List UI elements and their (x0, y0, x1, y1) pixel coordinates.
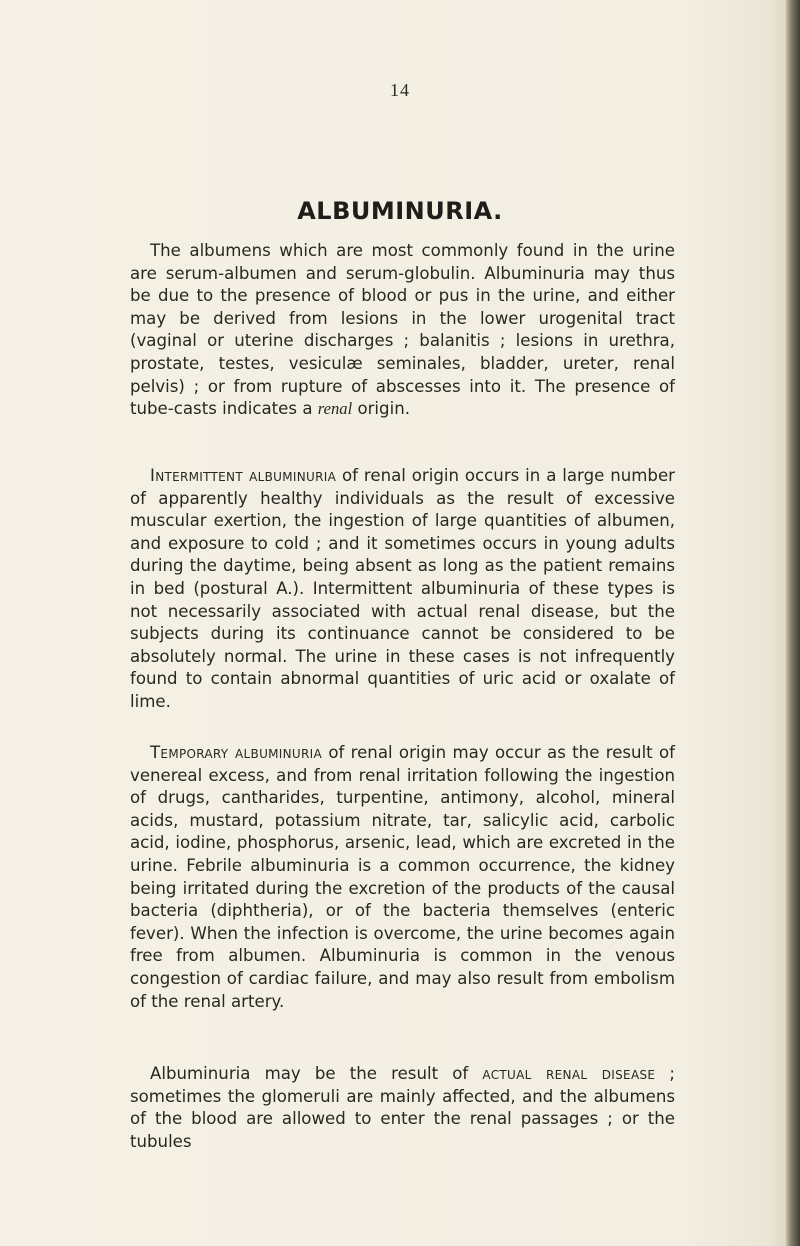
paragraph-3 (130, 742, 675, 1013)
chapter-heading: ALBUMINURIA. (297, 197, 503, 225)
paragraph-4 (130, 1063, 675, 1153)
paragraph-1-italic: renal (317, 399, 353, 419)
paragraph-1 (130, 240, 675, 421)
paragraph-2-lead: Intermittent albuminuria (150, 466, 337, 485)
paragraph-1-end: origin. (352, 399, 410, 419)
page-number: 14 (390, 80, 410, 100)
paragraph-3-lead: Temporary albuminuria (150, 743, 322, 762)
paragraph-2-text: of renal origin occurs in a large number of apparently healthy individuals as the result of excessive muscular exertion, the ingestion of large quantities of albumen, and exposure to cold ; and it sometimes occurs in young adults during the daytime, being absent as long as the patient remains in bed (postural A.). Intermittent albuminuria of these types is not necessarily associated with actual renal disease, but the subjects during its continuance cannot be considered to be absolutely normal. The urine in these cases is not infrequently found to contain abnormal quantities of uric acid or oxalate of lime. (130, 466, 675, 711)
paragraph-4-text: ; sometimes the glomeruli are mainly affected, and the albumens of the blood are allowed to enter the renal passages ; or the tubules (130, 1064, 675, 1151)
paragraph-4-smallcaps: actual renal disease (482, 1064, 656, 1083)
paragraph-1-text: The albumens which are most commonly found in the urine are serum-albumen and serum-globulin. Albuminuria may thus be due to the presence of blood or pus in the urine, and either may be derived from lesions in the lower urogenital tract (vaginal or uterine discharges ; balanitis ; lesions in urethra, prostate, testes, vesiculæ seminales, bladder, ureter, renal pelvis) ; or from rupture of abscesses into it. The presence of tube-casts indicates a (130, 241, 675, 419)
paragraph-2 (130, 465, 675, 714)
paragraph-4-start: Albuminuria may be the result of (150, 1064, 483, 1083)
page-edge (786, 0, 800, 1246)
paragraph-3-text: of renal origin may occur as the result of venereal excess, and from renal irritation following the ingestion of drugs, cantharides, turpentine, antimony, alcohol, mineral acids, mustard, potassium nitrate, tar, salicylic acid, carbolic acid, iodine, phosphorus, arsenic, lead, which are excreted in the urine. Febrile albuminuria is a common occurrence, the kidney being irritated during the excretion of the products of the causal bacteria (diphtheria), or of the bacteria themselves (enteric fever). When the infection is overcome, the urine becomes again free from albumen. Albuminuria is common in the venous congestion of cardiac failure, and may also result from embolism of the renal artery. (130, 743, 676, 1011)
